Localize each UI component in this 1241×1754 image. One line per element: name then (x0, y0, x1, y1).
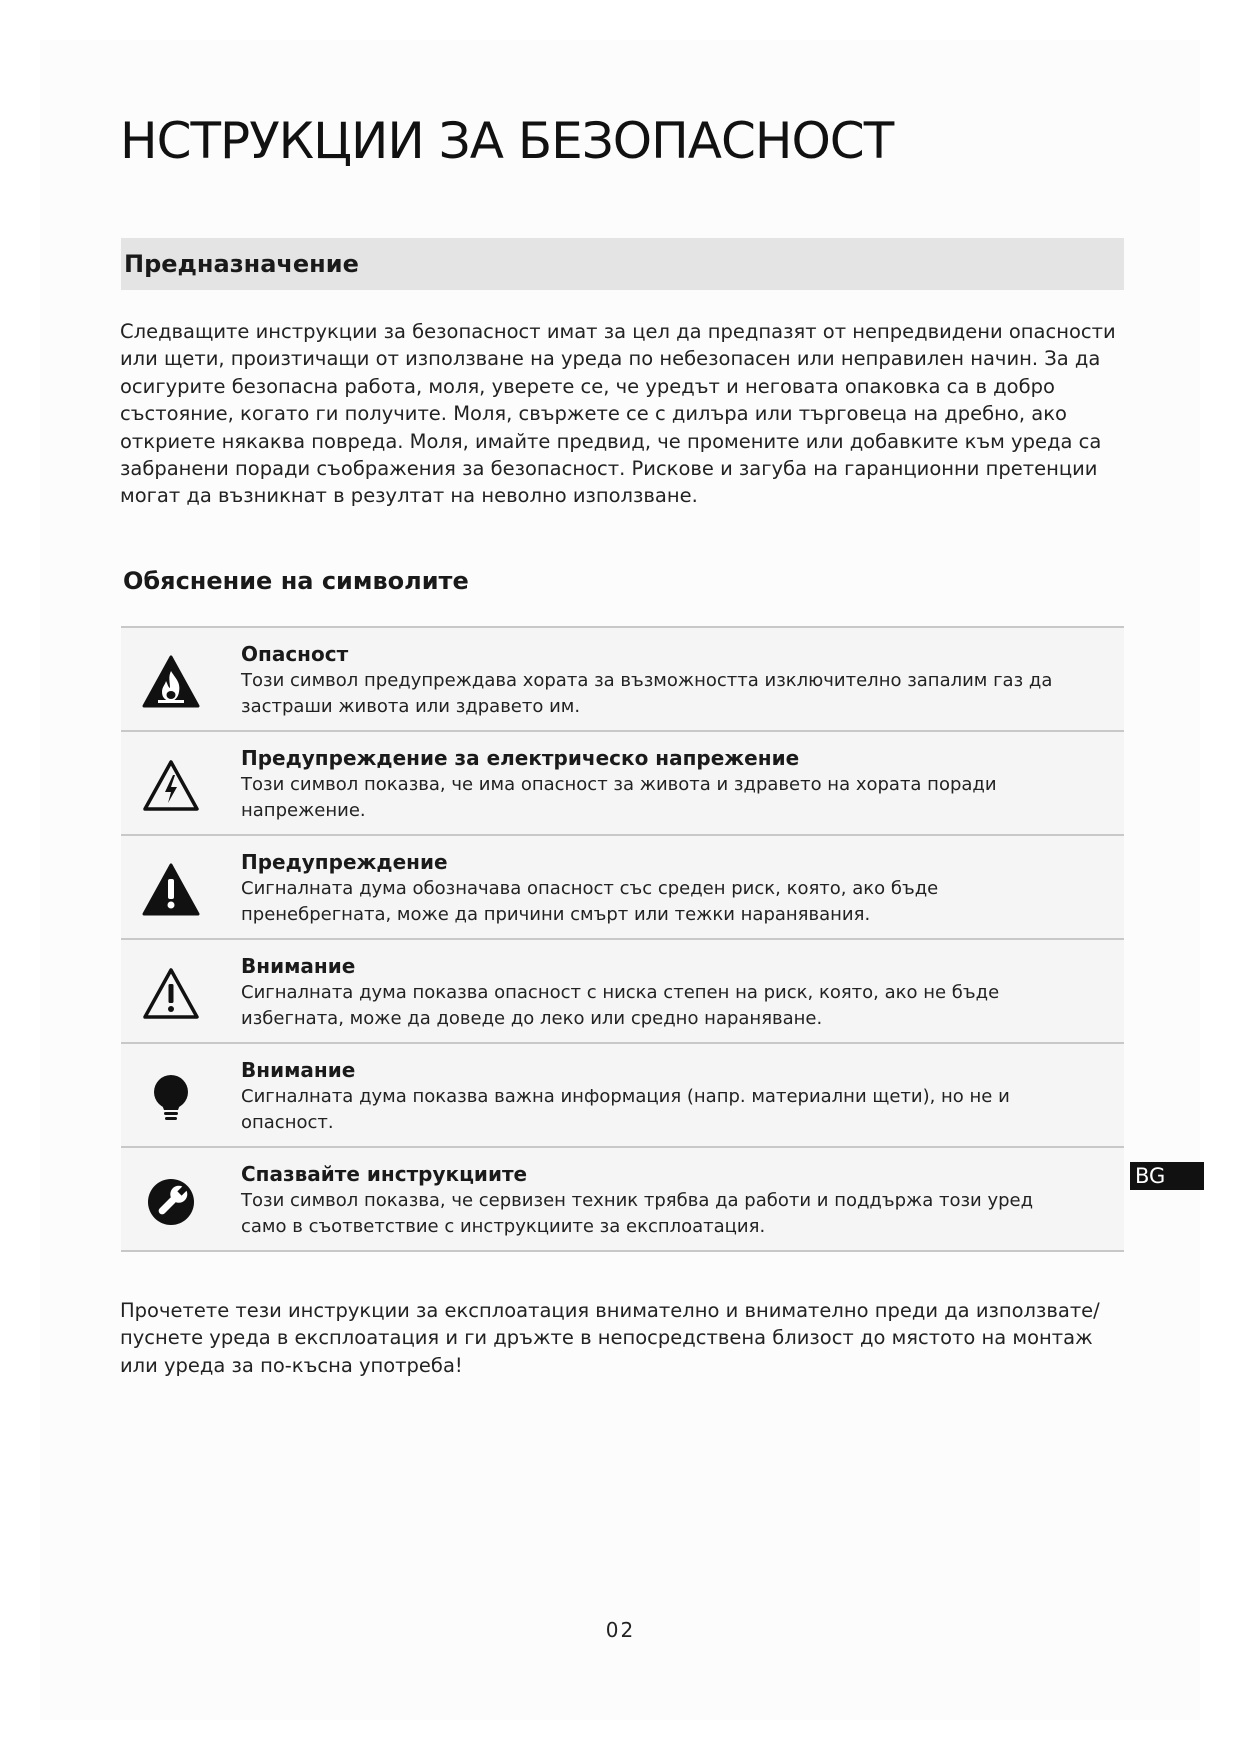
purpose-heading: Предназначение (124, 250, 359, 278)
symbol-description: Този символ показва, че има опасност за живота и здравето на хората поради напрежение. (241, 774, 997, 821)
caution-outline-icon (141, 966, 201, 1022)
symbols-heading: Обяснение на символите (123, 567, 469, 595)
symbol-row-caution (121, 940, 1124, 1044)
symbol-description: Сигналната дума показва опасност с ниска степен на риск, която, ако не бъде избегната, може да доведе до леко или средно нараняване. (241, 982, 1000, 1029)
purpose-text: Следващите инструкции за безопасност имат за цел да предпазят от непредвидени опасности или щети, произтичащи от използване на уреда по небезопасен или неправилен начин. За да осигурите безопасна работа, моля, уверете се, че уредът и неговата опаковка са в добро състояние, когато ги получите. Моля, свържете се с дилъра или търговеца на дребно, ако откриете някаква повреда. Моля, имайте предвид, че промените или добавките към уреда са забранени поради съображения за безопасност. Рискове и загуба на гаранционни претенции могат да възникнат в резултат на неволно използване. (120, 320, 1116, 508)
page-number: 02 (605, 1618, 636, 1642)
symbol-title: Опасност (241, 642, 349, 666)
lightbulb-icon (141, 1070, 201, 1126)
purpose-heading-bar (121, 238, 1124, 290)
language-badge: BG (1130, 1162, 1204, 1190)
symbol-row-instructions (121, 1148, 1124, 1252)
symbol-title: Внимание (241, 1058, 356, 1082)
symbol-description: Сигналната дума показва важна информация (напр. материални щети), но не и опасност. (241, 1086, 1010, 1133)
symbol-row-danger (121, 628, 1124, 732)
symbol-title: Предупреждение (241, 850, 448, 874)
symbol-row-warning (121, 836, 1124, 940)
symbol-description: Този символ предупреждава хората за възможността изключително запалим газ да застраши живота или здравето им. (241, 670, 1053, 717)
symbol-title: Внимание (241, 954, 356, 978)
symbol-row-electric (121, 732, 1124, 836)
page-title: НСТРУКЦИИ ЗА БЕЗОПАСНОСТ (120, 112, 894, 170)
wrench-service-icon (141, 1174, 201, 1230)
symbol-title: Предупреждение за електрическо напрежение (241, 746, 800, 770)
symbol-row-notice (121, 1044, 1124, 1148)
symbol-description: Този символ показва, че сервизен техник трябва да работи и поддържа този уред само в съответствие с инструкциите за експлоатация. (241, 1190, 1034, 1237)
flammable-warning-icon (141, 654, 201, 710)
symbols-table (121, 626, 1124, 1252)
symbol-title: Спазвайте инструкциите (241, 1162, 528, 1186)
warning-filled-icon (141, 862, 201, 918)
electric-voltage-warning-icon (141, 758, 201, 814)
closing-text: Прочетете тези инструкции за експлоатация внимателно и внимателно преди да използвате/пуснете уреда в експлоатация и ги дръжте в непосредствена близост до мястото на монтаж или уреда за по-късна употреба! (120, 1299, 1100, 1377)
symbol-description: Сигналната дума обозначава опасност със среден риск, която, ако бъде пренебрегната, може да причини смърт или тежки наранявания. (241, 878, 939, 925)
